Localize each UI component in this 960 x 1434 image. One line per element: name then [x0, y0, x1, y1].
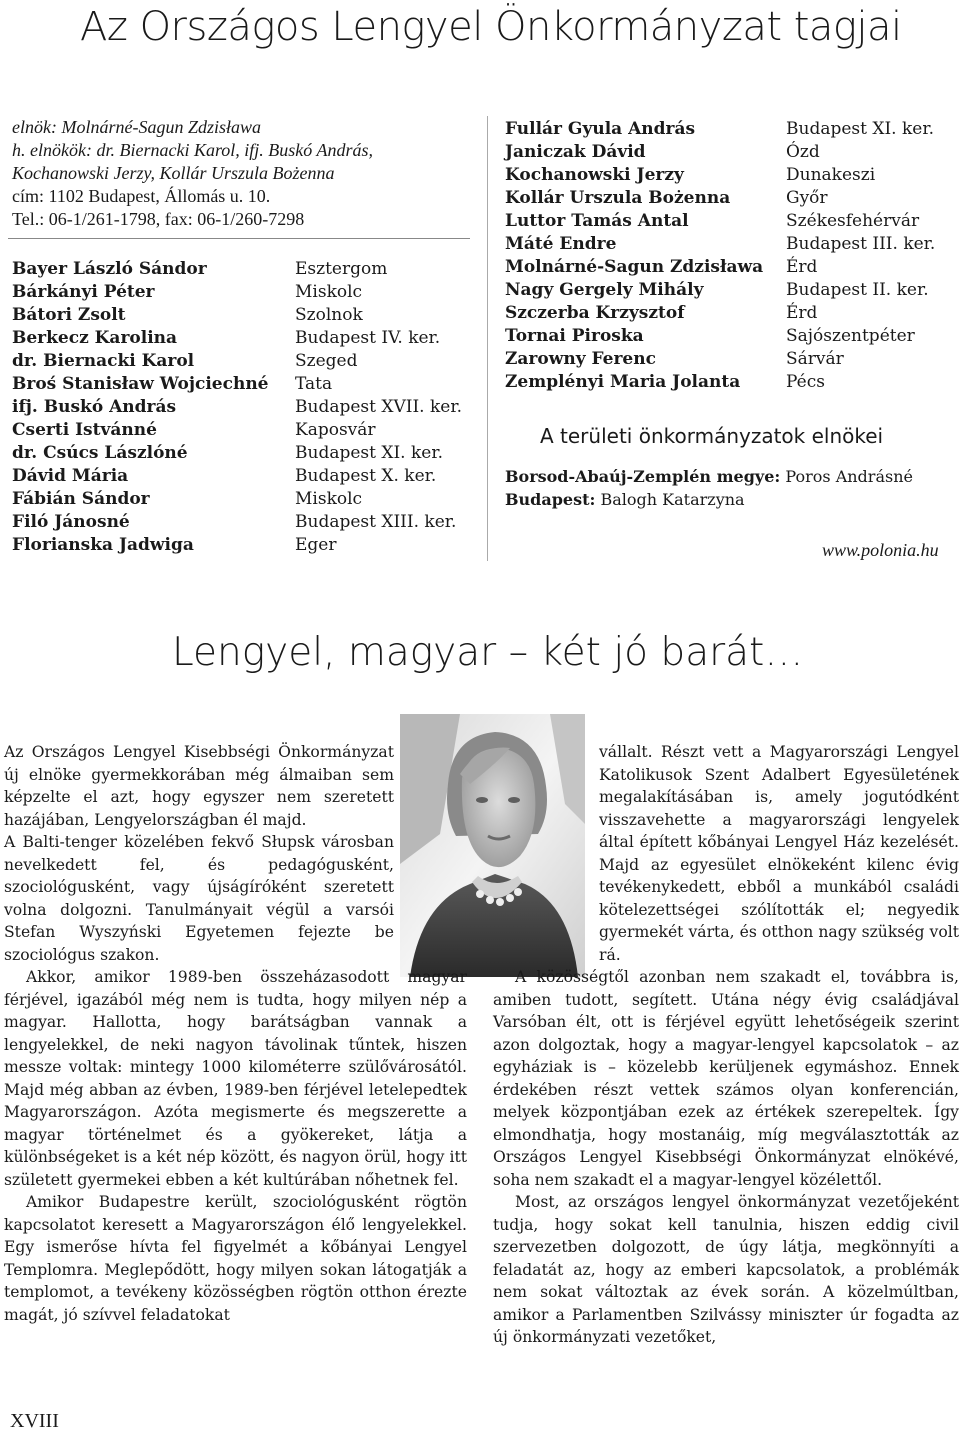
member-row [505, 233, 955, 256]
contact-info [12, 116, 482, 231]
member-city: Budapest III. ker. [786, 234, 936, 254]
member-city: Budapest XIII. ker. [295, 512, 457, 532]
member-city: Szeged [295, 351, 358, 371]
member-city: Székesfehérvár [786, 211, 920, 231]
regional-value: Balogh Katarzyna [595, 490, 745, 509]
member-name: Berkecz Karolina [12, 328, 178, 348]
member-name: Zarowny Ferenc [505, 349, 656, 369]
website-link[interactable]: www.polonia.hu [822, 540, 939, 560]
member-city: Budapest XVII. ker. [295, 397, 463, 417]
member-city: Tata [295, 374, 333, 394]
divider [8, 238, 470, 239]
member-row [505, 279, 955, 302]
member-city: Sárvár [786, 349, 844, 369]
article-title: Lengyel, magyar – két jó barát… [172, 630, 804, 675]
member-row [12, 373, 482, 396]
article-paragraph: Amikor Budapestre került, szociológusként rögtön kapcsolatot keresett a Magyarországon élő lengyelekkel. Egy ismerőse hívta fel figyelmét a kőbányai Lengyel Templomra. Meglepődött, hogy milyen sokan látogatják a templomot, a tevékeny közösségben rögtön otthon érezte magát, jó szívvel feladatokat [4, 1193, 467, 1324]
member-city: Budapest IV. ker. [295, 328, 441, 348]
president-line: elnök: Molnárné-Sagun Zdzisława [12, 117, 261, 137]
member-name: Fullár Gyula András [505, 119, 696, 139]
vice-presidents-line-2: Kochanowski Jerzy, Kollár Urszula Bożenna [12, 163, 335, 183]
member-city: Érd [786, 303, 818, 323]
article-paragraph: Akkor, amikor 1989-ben összeházasodott magyar férjével, igazából még nem is tudta, hogy milyen nép a magyar. Hallotta, hogy barátságban vannak a lengyelekkel, de neki nagyon távolinak tűntek, hiszen messze voltak: mintegy 1000 kilométerre szülővárosától. Majd még abban az évben, 1989-ben férjével letelepedtek Magyarországon. Azóta megismerte és megszerette a magyar történelmet és a gyökereket, látja a különbségeket is a két nép között, és nagyon örül, hogy itt született gyermekei ebben a két kultúrában nőhetnek fel. [4, 968, 467, 1189]
regional-presidents [505, 465, 913, 511]
member-row [505, 256, 955, 279]
article-column-left [4, 741, 467, 1326]
member-name: Tornai Piroska [505, 326, 644, 346]
member-name: dr. Csúcs Lászlóné [12, 443, 188, 463]
article-paragraph: Az Országos Lengyel Kisebbségi Önkormányzat új elnöke gyermekkorában még álmaiban sem képzelte el azt, hogy egyszer nem szeretett hazájában, Lengyelországban él majd. [4, 743, 394, 829]
member-name: Filó Jánosné [12, 512, 130, 532]
member-name: Szczerba Krzysztof [505, 303, 685, 323]
member-row [12, 465, 482, 488]
member-row [12, 304, 482, 327]
member-name: Luttor Tamás Antal [505, 211, 689, 231]
member-name: Broś Stanisław Wojciechné [12, 374, 269, 394]
member-name: Bayer László Sándor [12, 259, 207, 279]
member-row [505, 371, 955, 394]
member-name: ifj. Buskó András [12, 397, 177, 417]
member-name: Molnárné-Sagun Zdzisława [505, 257, 764, 277]
regional-row [505, 488, 913, 511]
member-row [505, 118, 955, 141]
article-paragraph: Most, az országos lengyel önkormányzat vezetőjeként tudja, hogy sokat kell tanulnia, hiszen eddig civil szervezetben dolgozott, de úgy látja, megkönnyíti a feladatát az, hogy az emberi kapcsolatok, a problémák nem sokat változtak az évek során. A közelmúltban, amikor a Parlamentben Szilvássy miniszter úr fogadta az új önkormányzati vezetőket, [493, 1193, 959, 1346]
column-divider [487, 116, 488, 561]
member-city: Budapest XI. ker. [295, 443, 444, 463]
member-name: Bárkányi Péter [12, 282, 155, 302]
member-name: Janiczak Dávid [505, 142, 646, 162]
article-paragraph: A Balti-tenger közelében fekvő Słupsk városban nevelkedett fel, és pedagógusként, szociológusként, vagy újságíróként szeretett volna dolgozni. Tanulmányait végül a varsói Stefan Wyszyński Egyetemen fejezte be szociológus szakon. [4, 833, 394, 964]
member-name: Florianska Jadwiga [12, 535, 194, 555]
member-name: Nagy Gergely Mihály [505, 280, 704, 300]
member-row [505, 302, 955, 325]
regional-label: Budapest: [505, 490, 596, 509]
members-table-right [505, 118, 955, 394]
member-name: Cserti Istvánné [12, 420, 157, 440]
member-name: Bátori Zsolt [12, 305, 126, 325]
member-row [12, 396, 482, 419]
address-line: cím: 1102 Budapest, Állomás u. 10. [12, 186, 271, 206]
phone-line: Tel.: 06-1/261-1798, fax: 06-1/260-7298 [12, 209, 305, 229]
member-name: Fábián Sándor [12, 489, 150, 509]
member-row [12, 281, 482, 304]
regional-row [505, 465, 913, 488]
page-title: Az Országos Lengyel Önkormányzat tagjai [80, 4, 902, 50]
member-row [505, 164, 955, 187]
member-name: Máté Endre [505, 234, 617, 254]
member-city: Miskolc [295, 489, 363, 509]
member-row [12, 534, 482, 557]
member-city: Pécs [786, 372, 825, 392]
article-paragraph: A közösségtől azonban nem szakadt el, továbbra is, amiben tudott, segített. Utána négy évig családjával Varsóban élt, ott is férjével együtt lehetőségeik szerint azon dolgoztak, hogy a magyar-lengyel kapcsolatok – az egyháziak is – közelebb kerüljenek egymáshoz. Ennek érdekében részt vettek számos olyan konferencián, melyek központjában ezek az értékek szerepeltek. Így elmondhatja, hogy mostanáig, míg megválasztották az Országos Lengyel Kisebbségi Önkormányzat elnökévé, soha nem szakadt el a magyar-lengyel közélettől. [493, 968, 959, 1189]
vice-presidents-line: h. elnökök: dr. Biernacki Karol, ifj. Buskó András, [12, 140, 373, 160]
member-city: Kaposvár [295, 420, 376, 440]
member-row [12, 488, 482, 511]
member-row [505, 187, 955, 210]
member-row [505, 141, 955, 164]
members-table-left [12, 258, 482, 557]
page-number: XVIII [10, 1410, 59, 1432]
member-city: Eger [295, 535, 337, 555]
member-name: dr. Biernacki Karol [12, 351, 195, 371]
member-city: Budapest II. ker. [786, 280, 929, 300]
member-city: Budapest X. ker. [295, 466, 437, 486]
member-row [12, 419, 482, 442]
member-name: Dávid Mária [12, 466, 129, 486]
member-city: Ózd [786, 142, 820, 162]
regional-value: Poros Andrásné [780, 467, 913, 486]
regional-label: Borsod-Abaúj-Zemplén megye: [505, 467, 781, 486]
member-city: Győr [786, 188, 828, 208]
member-row [505, 348, 955, 371]
article-paragraph: vállalt. Részt vett a Magyarországi Lengyel Katolikusok Szent Adalbert Egyesületének megalakításában is, amely jogutódként visszavehette a magyarországi lengyelek által épített kőbányai Lengyel Ház kezelését. Majd az egyesület elnökeként kilenc évig tevékenykedett, ebből a munkából családi kötelezettségei szólították el; negyedik gyermekét várta, és otthon nagy szükség volt rá. [599, 743, 959, 964]
member-row [12, 327, 482, 350]
member-row [505, 210, 955, 233]
member-row [12, 511, 482, 534]
member-name: Kollár Urszula Bożenna [505, 188, 731, 208]
member-row [12, 350, 482, 373]
regional-heading: A területi önkormányzatok elnökei [540, 424, 884, 448]
member-name: Kochanowski Jerzy [505, 165, 684, 185]
member-city: Miskolc [295, 282, 363, 302]
member-name: Zemplényi Maria Jolanta [505, 372, 741, 392]
member-city: Budapest XI. ker. [786, 119, 935, 139]
member-row [12, 442, 482, 465]
member-city: Esztergom [295, 259, 388, 279]
member-row [505, 325, 955, 348]
member-row [12, 258, 482, 281]
member-city: Érd [786, 257, 818, 277]
article-column-right [493, 741, 959, 1349]
member-city: Dunakeszi [786, 165, 876, 185]
member-city: Sajószentpéter [786, 326, 915, 346]
member-city: Szolnok [295, 305, 363, 325]
